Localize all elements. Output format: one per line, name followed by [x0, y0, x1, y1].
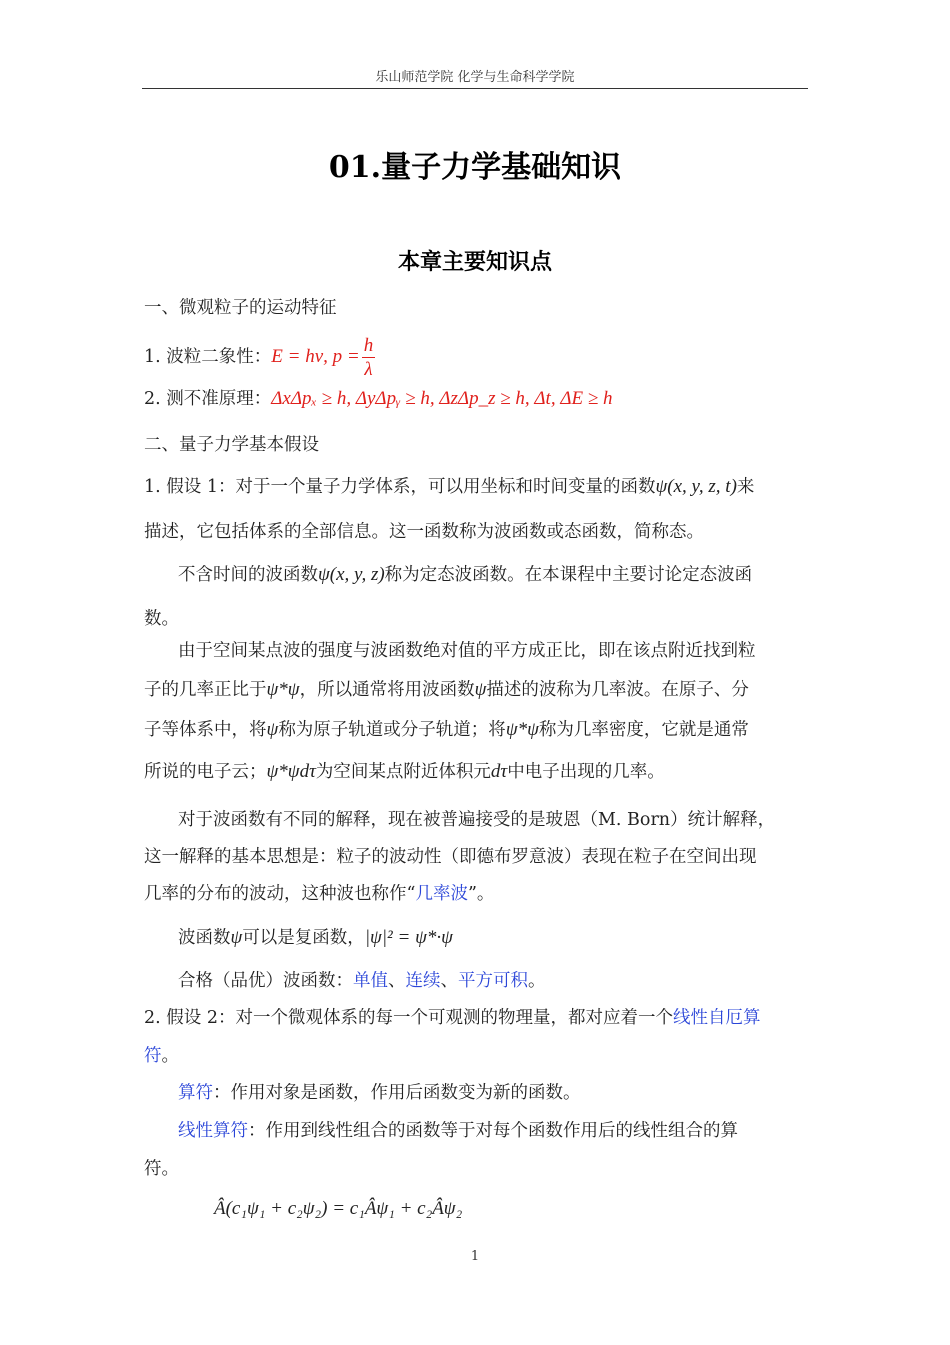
- text-run: 为空间某点附近体积元: [315, 762, 491, 782]
- text-run: 合格（品优）波函数：: [178, 971, 353, 991]
- separator: 、: [440, 971, 458, 991]
- text-run: ：作用到线性组合的函数等于对每个函数作用后的线性组合的算: [248, 1121, 738, 1141]
- text-run: 所说的电子云；: [144, 762, 267, 782]
- psi-symbol: ψ: [266, 719, 279, 740]
- text-run: 子等体系中，将: [144, 720, 267, 740]
- postulate-2-line-2: [144, 1042, 179, 1067]
- h-over-lambda-fraction: [362, 336, 376, 379]
- well-behaved-line: [178, 967, 546, 992]
- text-run: 1. 假设 1：对于一个量子力学体系，可以用坐标和时间变量的函数: [144, 477, 656, 497]
- psi-symbol: ψ: [230, 927, 243, 948]
- wave-particle-formula: E = hν, p =: [271, 346, 360, 367]
- text-run: 波函数: [178, 928, 231, 948]
- text-run: ：作用对象是函数，作用后函数变为新的函数。: [213, 1083, 581, 1103]
- stationary-line-1: [178, 561, 752, 586]
- psi-star-psi-dtau: ψ*ψdτ: [266, 761, 316, 782]
- text-run: 不含时间的波函数: [178, 565, 318, 585]
- term-linear-hermitian: 线性自厄算: [672, 1008, 761, 1028]
- probability-line-4: [144, 758, 665, 783]
- text-run: 几率的分布的波动，这种波也称作“: [144, 884, 416, 904]
- text-run: ，所以通常将用波函数: [299, 680, 475, 700]
- born-line-1: 对于波函数有不同的解释，现在被普遍接受的是玻恩（M. Born）统计解释，: [178, 810, 776, 830]
- text-run: 称为原子轨道或分子轨道；将: [278, 720, 506, 740]
- page-number: 1: [470, 1249, 480, 1264]
- born-line-3: [144, 880, 494, 905]
- item-2-label: 2. 测不准原理：: [144, 389, 272, 409]
- probability-line-1: 由于空间某点波的强度与波函数绝对值的平方成正比，即在该点附近找到粒: [178, 641, 756, 661]
- linear-operator-line-1: [178, 1117, 738, 1142]
- separator: 、: [388, 971, 406, 991]
- term-operator-end: 符: [144, 1046, 162, 1066]
- psi-xyzt: ψ(x, y, z, t): [655, 476, 737, 497]
- postulate-2-line-1: [144, 1004, 760, 1029]
- text-run: 。: [528, 971, 546, 991]
- term-continuous: 连续: [405, 971, 441, 991]
- operator-def-line: [178, 1079, 581, 1104]
- section-2-heading: 二、量子力学基本假设: [144, 435, 319, 455]
- psi-star-psi: ψ*ψ: [266, 679, 300, 700]
- term-single-valued: 单值: [353, 971, 388, 991]
- probability-line-2: [144, 676, 749, 701]
- text-run: 来: [736, 477, 755, 497]
- section-1-heading: 一、微观粒子的运动特征: [144, 298, 337, 318]
- postulate-1-line-2: 描述，它包括体系的全部信息。这一函数称为波函数或态函数，简称态。: [144, 522, 704, 542]
- modulus-formula: |ψ|² = ψ*·ψ: [364, 927, 453, 948]
- linear-operator-formula: Â(c₁ψ₁ + c₂ψ₂) = c₁Âψ₁ + c₂Âψ₂: [214, 1198, 463, 1219]
- item-1-label: 1. 波粒二象性：: [144, 347, 272, 367]
- psi-xyz: ψ(x, y, z): [318, 564, 385, 585]
- text-run: 称为几率密度，它就是通常: [538, 720, 749, 740]
- psi-symbol: ψ: [474, 679, 487, 700]
- uncertainty-line: [144, 385, 613, 410]
- text-run: 中电子出现的几率。: [507, 762, 665, 782]
- section-subtitle: 本章主要知识点: [397, 249, 552, 275]
- dtau-symbol: dτ: [490, 761, 508, 782]
- text-run: 称为定态波函数。在本课程中主要讨论定态波函: [384, 565, 753, 585]
- text-run: ”。: [467, 884, 495, 904]
- complex-function-line: [178, 924, 453, 949]
- page-header: 乐山师范学院 化学与生命科学学院: [375, 70, 575, 85]
- term-square-integrable: 平方可积: [458, 971, 528, 991]
- linear-operator-line-2: 符。: [144, 1159, 179, 1179]
- document-title: 01.量子力学基础知识: [328, 150, 622, 185]
- stationary-line-2: 数。: [144, 609, 179, 629]
- text-run: 子的几率正比于: [144, 680, 267, 700]
- psi-star-psi: ψ*ψ: [505, 719, 539, 740]
- wave-particle-line: [144, 336, 375, 379]
- fraction-numerator: h: [363, 335, 374, 356]
- uncertainty-formula: ΔxΔpₓ ≥ h, ΔyΔpᵧ ≥ h, ΔzΔp_z ≥ h, Δt, ΔE ≥ h: [271, 388, 613, 409]
- born-line-2: 这一解释的基本思想是：粒子的波动性（即德布罗意波）表现在粒子在空间出现: [144, 847, 757, 867]
- text-run: 描述的波称为几率波。在原子、分: [486, 680, 749, 700]
- term-linear-operator: 线性算符: [178, 1121, 248, 1141]
- text-run: 。: [161, 1046, 179, 1066]
- term-probability-wave: 几率波: [415, 884, 468, 904]
- header-divider: [142, 88, 808, 89]
- postulate-1-line-1: [144, 473, 754, 498]
- probability-line-3: [144, 716, 749, 741]
- text-run: 可以是复函数，: [242, 928, 365, 948]
- text-run: 2. 假设 2：对一个微观体系的每一个可观测的物理量，都对应着一个: [144, 1008, 673, 1028]
- term-operator: 算符: [178, 1083, 213, 1103]
- fraction-denominator: λ: [364, 359, 373, 380]
